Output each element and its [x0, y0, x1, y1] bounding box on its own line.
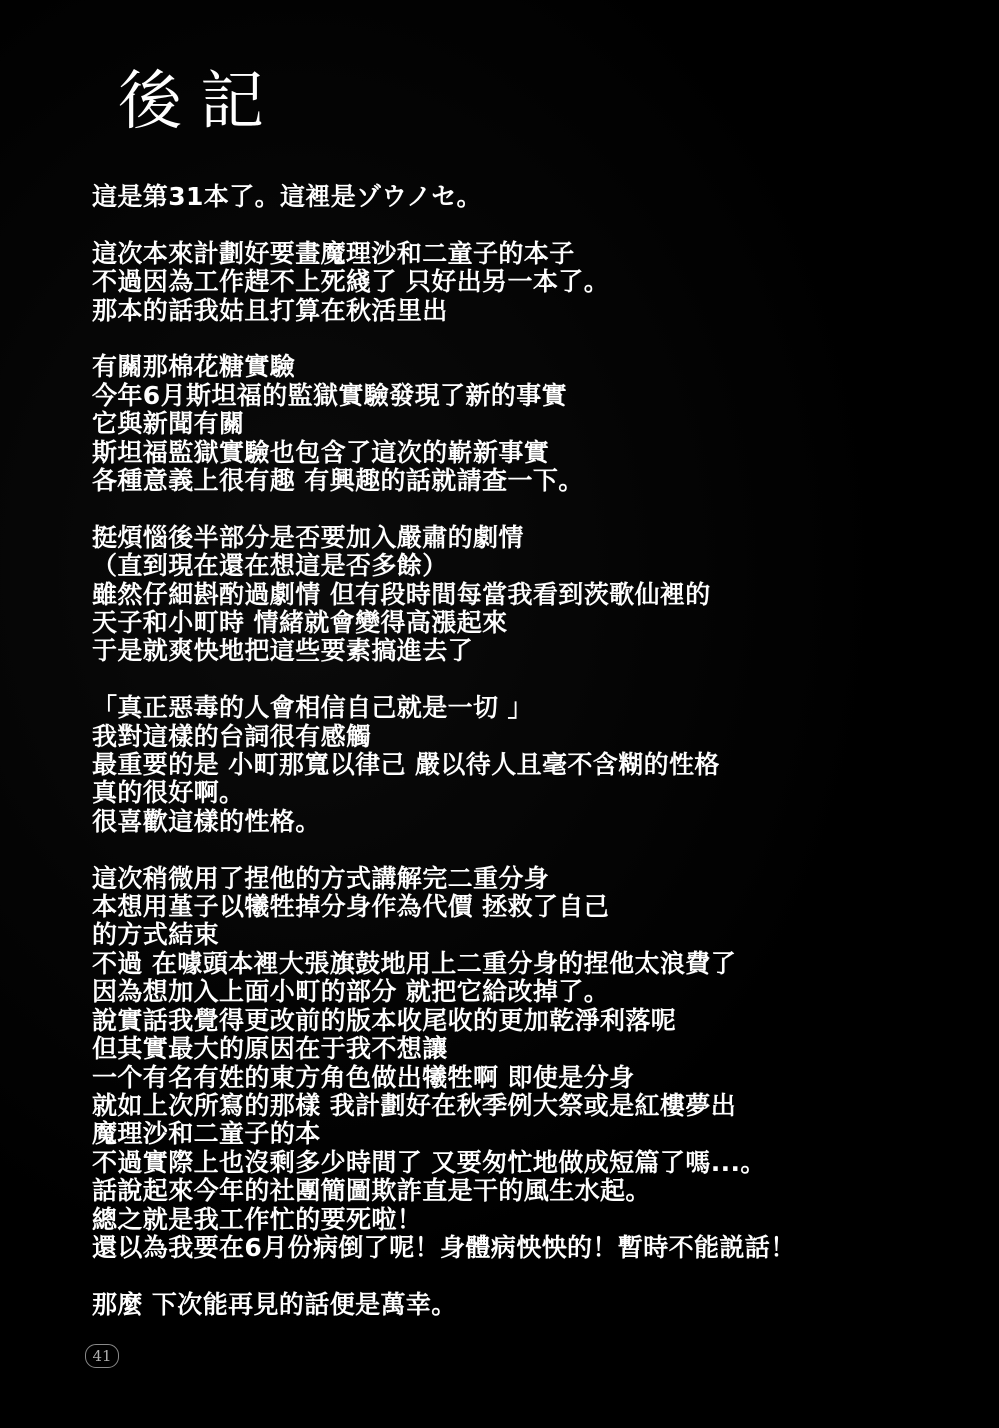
paragraph	[92, 1291, 972, 1319]
text-line: 就如上次所寫的那樣 我計劃好在秋季例大祭或是紅樓夢出	[92, 1090, 737, 1120]
paragraph	[92, 353, 972, 495]
text-line: 的方式結束	[92, 920, 220, 950]
paragraph	[92, 183, 972, 211]
text-line: 很喜歡這樣的性格。	[92, 806, 321, 836]
paragraph	[92, 240, 972, 325]
text-line: 本想用堇子以犧牲掉分身作為代價 拯救了自己	[92, 892, 610, 922]
text-line: （直到現在還在想這是否多餘）	[92, 551, 448, 581]
text-line: 于是就爽快地把這些要素搞進去了	[92, 636, 474, 666]
text-line: 最重要的是 小町那寬以律己 嚴以待人且毫不含糊的性格	[92, 750, 720, 780]
page-title: 後記	[118, 65, 282, 139]
text-line: 說實話我覺得更改前的版本收尾收的更加乾淨利落呢	[92, 1005, 677, 1035]
text-line: 一个有名有姓的東方角色做出犧牲啊 即使是分身	[92, 1062, 635, 1092]
text-line: 我對這樣的台詞很有感觸	[92, 721, 372, 751]
paragraph	[92, 524, 972, 666]
text-line: 這次本來計劃好要畫魔理沙和二童子的本子	[92, 238, 575, 268]
text-line: 但其實最大的原因在于我不想讓	[92, 1034, 448, 1064]
text-line: 斯坦福監獄實驗也包含了這次的嶄新事實	[92, 437, 550, 467]
text-line: 今年6月斯坦福的監獄實驗發現了新的事實	[92, 380, 567, 410]
text-line: 還以為我要在6月份病倒了呢！身體病怏怏的！暫時不能説話！	[92, 1232, 796, 1262]
text-line: 那麼 下次能再見的話便是萬幸。	[92, 1289, 457, 1319]
text-line: 有關那棉花糖實驗	[92, 352, 296, 382]
text-line: 各種意義上很有趣 有興趣的話就請查一下。	[92, 466, 584, 496]
text-line: 魔理沙和二童子的本	[92, 1119, 321, 1149]
text-line: 挺煩惱後半部分是否要加入嚴肅的劇情	[92, 522, 524, 552]
text-line: 不過實際上也沒剩多少時間了 又要匆忙地做成短篇了嗎...。	[92, 1147, 766, 1177]
paragraph	[92, 865, 972, 1263]
text-line: 真的很好啊。	[92, 778, 245, 808]
text-line: 因為想加入上面小町的部分 就把它給改掉了。	[92, 977, 610, 1007]
afterword-body	[92, 183, 972, 1348]
text-line: 總之就是我工作忙的要死啦！	[92, 1204, 423, 1234]
text-line: 不過因為工作趕不上死綫了 只好出另一本了。	[92, 267, 610, 297]
text-line: 它與新聞有關	[92, 409, 245, 439]
text-line: 「真正惡毒的人會相信自己就是一切 」	[92, 693, 533, 723]
text-line: 不過 在噱頭本裡大張旗鼓地用上二重分身的捏他太浪費了	[92, 948, 737, 978]
text-line: 那本的話我姑且打算在秋活里出	[92, 295, 448, 325]
text-line: 這是第31本了。這裡是ゾウノセ。	[92, 182, 482, 211]
page-number: 41	[85, 1344, 119, 1368]
text-line: 雖然仔細斟酌過劇情 但有段時間每當我看到茨歌仙裡的	[92, 579, 711, 609]
text-line: 天子和小町時 情緒就會變得高漲起來	[92, 608, 508, 638]
paragraph	[92, 694, 972, 836]
text-line: 話說起來今年的社團簡圖欺詐直是干的風生水起。	[92, 1176, 651, 1206]
text-line: 這次稍微用了捏他的方式講解完二重分身	[92, 863, 550, 893]
